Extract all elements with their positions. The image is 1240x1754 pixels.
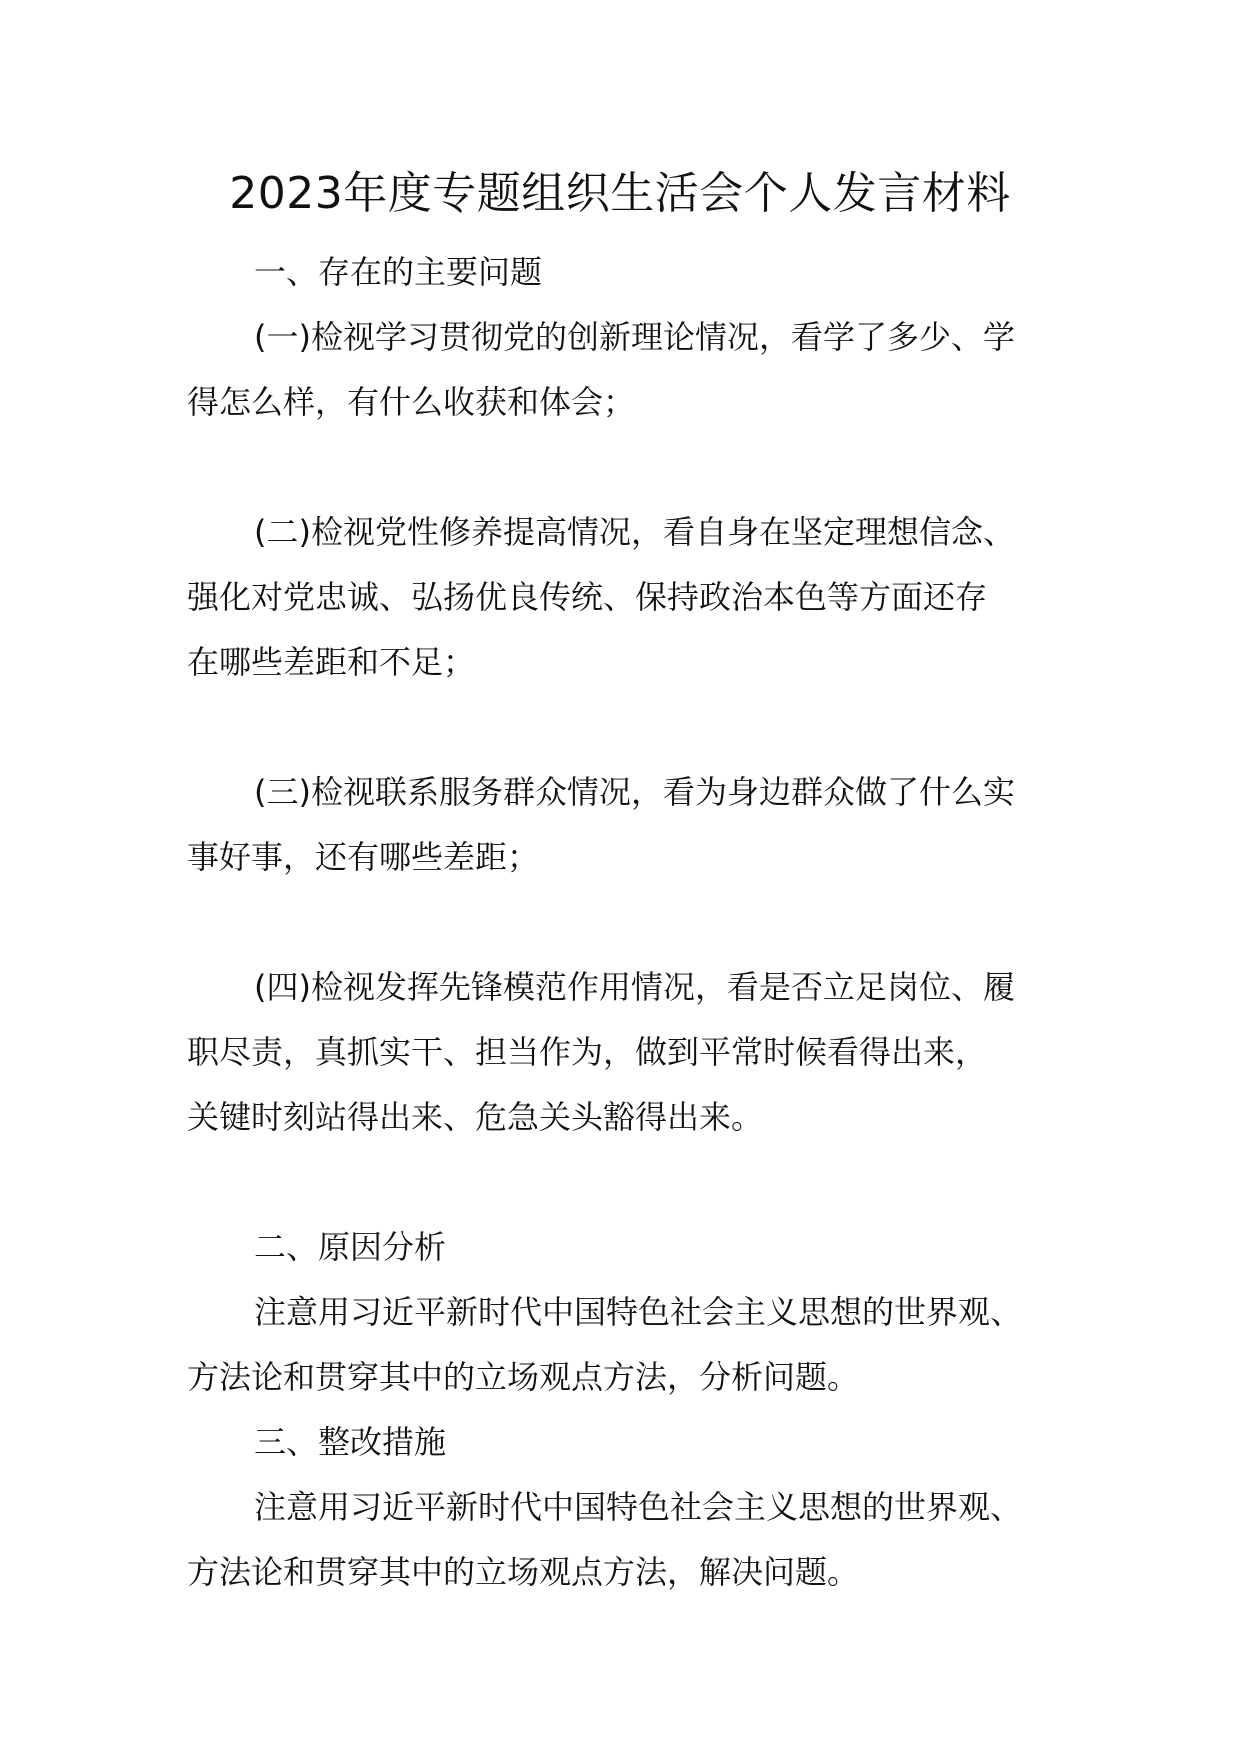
section-3-heading: 三、整改措施 <box>254 1423 447 1461</box>
item-2-line-2: 强化对党忠诚、弘扬优良传统、保持政治本色等方面还存 <box>187 578 988 616</box>
document-body <box>187 240 1067 1605</box>
item-2-line-1: (二)检视党性修养提高情况，看自身在坚定理想信念、 <box>254 513 1015 551</box>
section-3-line-2: 方法论和贯穿其中的立场观点方法，解决问题。 <box>187 1553 860 1591</box>
section-2-heading: 二、原因分析 <box>254 1228 447 1266</box>
item-1-line-1: (一)检视学习贯彻党的创新理论情况，看学了多少、学 <box>254 318 1015 356</box>
paragraph-gap <box>187 890 1067 955</box>
item-3-line-1: (三)检视联系服务群众情况，看为身边群众做了什么实 <box>254 773 1015 811</box>
section-1-heading: 一、存在的主要问题 <box>254 253 543 291</box>
item-4-line-1: (四)检视发挥先锋模范作用情况，看是否立足岗位、履 <box>254 968 1015 1006</box>
paragraph-gap <box>187 695 1067 760</box>
item-3-line-2: 事好事，还有哪些差距； <box>187 838 540 876</box>
section-2-line-1: 注意用习近平新时代中国特色社会主义思想的世界观、 <box>254 1293 1023 1331</box>
paragraph-gap <box>187 435 1067 500</box>
item-4-line-2: 职尽责，真抓实干、担当作为，做到平常时候看得出来， <box>187 1033 988 1071</box>
document-title: 2023年度专题组织生活会个人发言材料 <box>229 168 1011 219</box>
section-3-line-1: 注意用习近平新时代中国特色社会主义思想的世界观、 <box>254 1488 1023 1526</box>
section-2-line-2: 方法论和贯穿其中的立场观点方法，分析问题。 <box>187 1358 860 1396</box>
item-1-line-2: 得怎么样，有什么收获和体会； <box>187 383 636 421</box>
paragraph-gap <box>187 1150 1067 1215</box>
item-4-line-3: 关键时刻站得出来、危急关头豁得出来。 <box>187 1098 764 1136</box>
item-2-line-3: 在哪些差距和不足； <box>187 643 476 681</box>
